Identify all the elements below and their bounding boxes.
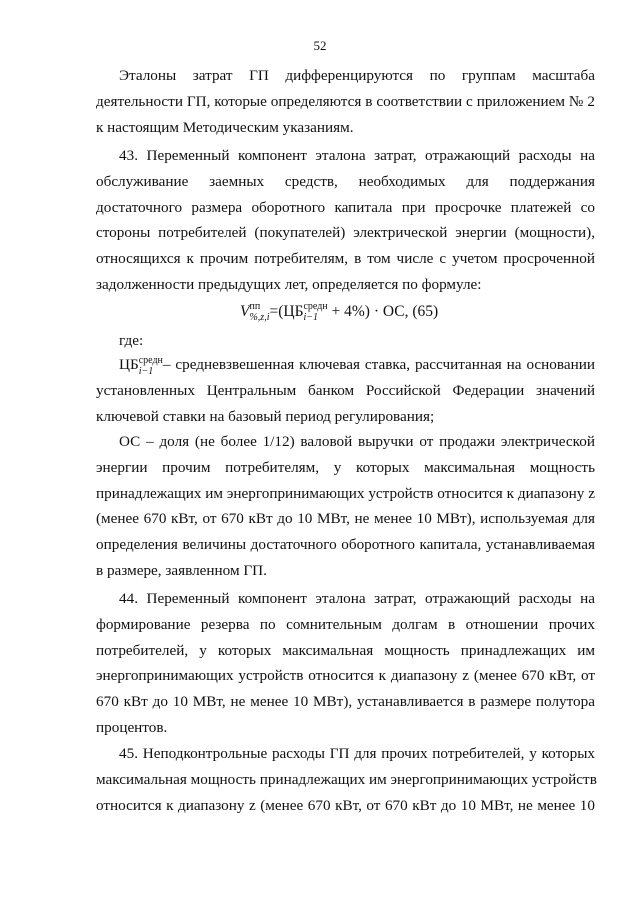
- text-line: принадлежащих им энергопринимающих устройств относится к диапазону z: [96, 484, 595, 502]
- text-line: установленных Центральным банком Российской Федерации значений: [96, 381, 595, 399]
- text-line: 45. Неподконтрольные расходы ГП для прочих потребителей, у которых: [119, 745, 595, 762]
- text-line: формирование резерва по сомнительным долгам в отношении прочих: [96, 615, 595, 633]
- cb-indices: [139, 355, 163, 377]
- formula-v-symbol: V: [240, 303, 250, 320]
- text-line: относящихся к прочим потребителям, в том числе с учетом просроченной: [96, 250, 595, 268]
- paragraph-intro: [96, 63, 595, 140]
- text-line: потребителей, у которых максимальная мощность принадлежащих им: [96, 641, 595, 659]
- paragraph-43: [96, 143, 595, 298]
- text-line: в размере, заявленном ГП.: [96, 561, 267, 579]
- text-line: 670 кВт до 10 МВт, не менее 10 МВт), устанавливается в размере полутора: [96, 693, 595, 711]
- definition-cb: [96, 352, 595, 429]
- formula-v-indices: [249, 301, 269, 323]
- cb-superscript: средн: [138, 354, 163, 366]
- text-line: ключевой ставки на базовый период регулирования;: [96, 407, 435, 425]
- formula-v-superscript: пп: [249, 301, 261, 313]
- formula-cb-indices: [303, 301, 327, 323]
- text-line: обслуживание заемных средств, необходимых для поддержания: [96, 172, 595, 190]
- text-line: к настоящим Методическим указаниям.: [96, 118, 354, 136]
- text-line: ОС – доля (не более 1/12) валовой выручки от продажи электрической: [119, 433, 595, 450]
- text-line: определения величины достаточного оборотного капитала, устанавливаемая: [96, 536, 595, 554]
- text-line: задолженности предыдущих лет, определяется по формуле:: [96, 275, 482, 293]
- text-line: 43. Переменный компонент эталона затрат, отражающий расходы на: [119, 147, 595, 164]
- paragraph-44: [96, 586, 595, 741]
- page-number: 52: [313, 38, 327, 53]
- formula-cb-superscript: средн: [303, 301, 328, 313]
- text-line: достаточного размера оборотного капитала при просрочке платежей со: [96, 198, 595, 216]
- formula-v-subscript: %,z,i: [249, 312, 270, 324]
- paragraph-45: [96, 741, 595, 818]
- cb-subscript: i−1: [138, 365, 154, 377]
- text-line: процентов.: [96, 718, 168, 736]
- text-line: энергии прочим потребителям, у которых максимальная мощность: [96, 458, 595, 476]
- text-line: стороны потребителей (покупателей) электрической энергии (мощности),: [96, 224, 595, 242]
- cb-symbol: ЦБ: [119, 356, 139, 373]
- text-line: деятельности ГП, которые определяются в соответствии с приложением № 2: [96, 92, 595, 110]
- formula-equals-open: =(ЦБ: [269, 303, 304, 320]
- text-line: (менее 670 кВт, от 670 кВт до 10 МВт, не менее 10 МВт), используемая для: [96, 510, 595, 528]
- text-line: [96, 352, 595, 378]
- text-line: энергопринимающих устройств относится к диапазону z (менее 670 кВт, от: [96, 667, 595, 685]
- definition-os: [96, 429, 595, 584]
- text-line: относится к диапазону z (менее 670 кВт, от 670 кВт до 10 МВт, не менее 10: [96, 796, 595, 814]
- text-line: Эталоны затрат ГП дифференцируются по группам масштаба: [119, 67, 595, 84]
- formula-65: [240, 300, 438, 324]
- where-label: где:: [119, 332, 144, 349]
- formula-rest: + 4%) · ОС, (65): [327, 303, 439, 320]
- text-line: максимальная мощность принадлежащих им энергопринимающих устройств: [96, 770, 597, 788]
- formula-cb-subscript: i−1: [303, 312, 318, 324]
- text-line: 44. Переменный компонент эталона затрат, отражающий расходы на: [119, 590, 595, 607]
- cb-definition-text: – средневзвешенная ключевая ставка, рассчитанная на основании: [162, 356, 595, 373]
